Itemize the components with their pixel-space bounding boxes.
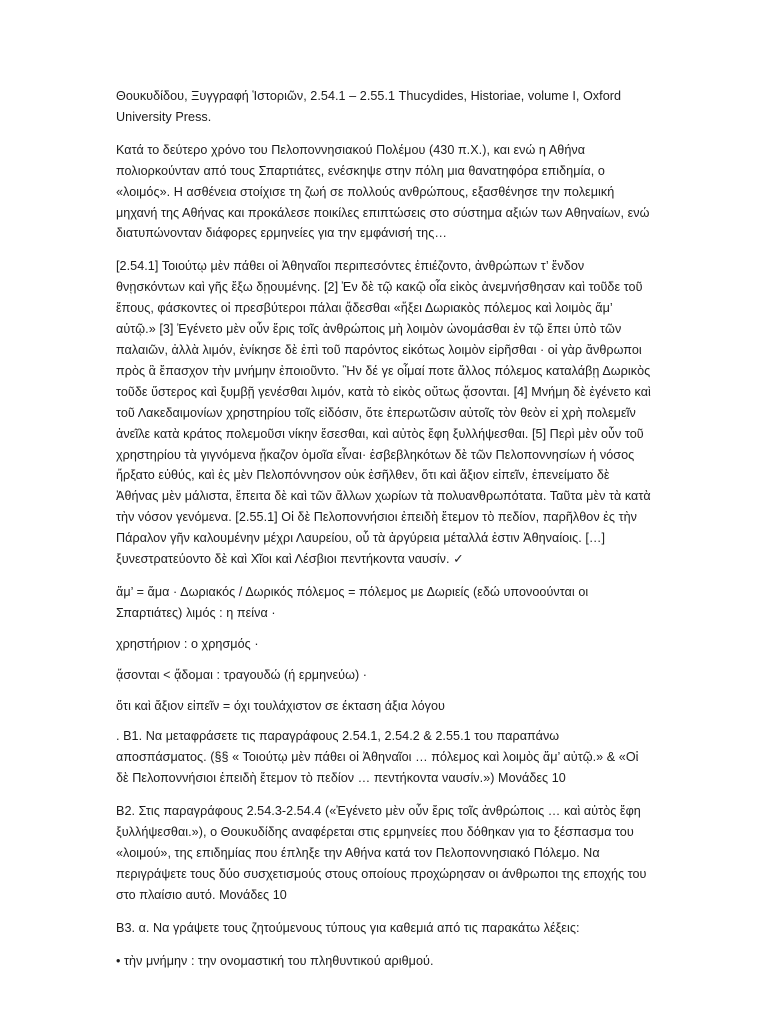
document-page (116, 86, 652, 984)
glossary-line: χρηστήριον : ο χρησμός · (116, 636, 259, 651)
question-b2: Β2. Στις παραγράφους 2.54.3-2.54.4 («Ἐγένετο μὲν οὖν ἔρις τοῖς ἀνθρώποις … καὶ αὐτὸς ἔφη ξυλλήψεσθαι.»), ο Θουκυδίδης αναφέρεται στις ερμηνείες που δόθηκαν για το ξέσπασμα του «λοιμού», της επιδημίας που έπληξε την Αθήνα κατά τον Πελοποννησιακό Πόλεμο. Να περιγράψετε τους δύο συσχετισμούς στους οποίους προχώρησαν οι άνθρωποι της εποχής του στο πλαίσιο αυτό. Μονάδες 10 (116, 804, 647, 902)
source-citation: Θουκυδίδου, Ξυγγραφή Ἱστοριῶν, 2.54.1 – 2.55.1 Thucydides, Historiae, volume I, Oxford University Press. (116, 89, 622, 124)
question-b1: . Β1. Να μεταφράσετε τις παραγράφους 2.54.1, 2.54.2 & 2.55.1 του παραπάνω αποσπάσματος. (§§ « Τοιούτῳ μὲν πάθει οἱ Ἀθηναῖοι … πόλεμος καὶ λοιμὸς ἅμ’ αὐτῷ.» & «Οἱ δὲ Πελοποννήσιοι ἐπειδὴ ἔτεμον τὸ πεδίον … πεντήκοντα ναυσίν.») Μονάδες 10 (116, 729, 639, 786)
glossary-line: ᾄσονται < ᾄδομαι : τραγουδώ (ή ερμηνεύω) · (116, 667, 368, 682)
ancient-text-paragraph: [2.54.1] Τοιούτῳ μὲν πάθει οἱ Ἀθηναῖοι περιπεσόντες ἐπιέζοντο, ἀνθρώπων τ’ ἔνδον θνῃσκόντων καὶ γῆς ἔξω δῃουμένης. [2] Ἐν δὲ τῷ κακῷ οἷα εἰκὸς ἀνεμνήσθησαν καὶ τοῦδε τοῦ ἔπους, φάσκοντες οἱ πρεσβύτεροι πάλαι ᾄδεσθαι «ἥξει Δωριακὸς πόλεμος καὶ λοιμὸς ἅμ’ αὐτῷ.» [3] Ἐγένετο μὲν οὖν ἔρις τοῖς ἀνθρώποις μὴ λοιμὸν ὠνομάσθαι ἐν τῷ ἔπει ὑπὸ τῶν παλαιῶν, ἀλλὰ λιμόν, ἐνίκησε δὲ ἐπὶ τοῦ παρόντος εἰκότως λοιμὸν εἰρῆσθαι · οἱ γὰρ ἄνθρωποι πρὸς ἃ ἔπασχον τὴν μνήμην ἐποιοῦντο. Ἢν δέ γε οἶμαί ποτε ἄλλος πόλεμος καταλάβῃ Δωρικὸς τοῦδε ὕστερος καὶ ξυμβῇ γενέσθαι λιμόν, κατὰ τὸ εἰκὸς οὕτως ᾄσονται. [4] Μνήμη δὲ ἐγένετο καὶ τοῦ Λακεδαιμονίων χρηστηρίου τοῖς εἰδόσιν, ὅτε ἐπερωτῶσιν αὐτοῖς τὸν θεὸν εἰ χρὴ πολεμεῖν ἀνεῖλε κατὰ κράτος πολεμοῦσι νίκην ἔσεσθαι, καὶ αὐτὸς ἔφη ξυλλήψεσθαι. [5] Περὶ μὲν οὖν τοῦ χρηστηρίου τὰ γιγνόμενα ᾔκαζον ὁμοῖα εἶναι· ἐσβεβληκότων δὲ τῶν Πελοποννησίων ἡ νόσος ἤρξατο εὐθύς, καὶ ἐς μὲν Πελοπόννησον οὐκ ἐσῆλθεν, ὅτι καὶ ἄξιον εἰπεῖν, ἐπενείματο δὲ Ἀθήνας μὲν μάλιστα, ἔπειτα δὲ καὶ τῶν ἄλλων χωρίων τὰ πολυανθρωπότατα. Ταῦτα μὲν τὰ κατὰ τὴν νόσον γενόμενα. [2.55.1] Οἱ δὲ Πελοποννήσιοι ἐπειδὴ ἔτεμον τὸ πεδίον, παρῆλθον ἐς τὴν Πάραλον γῆν καλουμένην μέχρι Λαυρείου, οὗ τὰ ἀργύρεια μέταλλά ἐστιν Ἀθηναίοις. […] ξυνεστρατεύοντο δὲ καὶ Χῖοι καὶ Λέσβιοι πεντήκοντα ναυσίν. ✓ (116, 259, 651, 567)
glossary-line: ὅτι καὶ ἄξιον εἰπεῖν = όχι τουλάχιστον σε έκταση άξια λόγου (116, 698, 445, 713)
intro-paragraph: Κατά το δεύτερο χρόνο του Πελοποννησιακού Πολέμου (430 π.Χ.), και ενώ η Αθήνα πολιορκούνταν από τους Σπαρτιάτες, ενέσκηψε στην πόλη μια θανατηφόρα επιδημία, ο «λοιμός». Η ασθένεια στοίχισε τη ζωή σε πολλούς ανθρώπους, εξασθένησε την πολεμική μηχανή της Αθήνας και προκάλεσε ποικίλες επιπτώσεις στο σύστημα αξιών των Αθηναίων, ενώ διατυπώνονταν διάφορες ερμηνείες για την εμφάνισή της… (116, 142, 650, 241)
glossary-line: ἅμ’ = ἅμα · Δωριακός / Δωρικός πόλεμος = πόλεμος με Δωριείς (εδώ υπονοούνται οι Σπαρτιάτες) λιμός : η πείνα · (116, 584, 589, 620)
question-b3-item: • τὴν μνήμην : την ονομαστική του πληθυντικού αριθμού. (116, 953, 434, 968)
question-b3a: Β3. α. Να γράψετε τους ζητούμενους τύπους για καθεμιά από τις παρακάτω λέξεις: (116, 920, 580, 935)
